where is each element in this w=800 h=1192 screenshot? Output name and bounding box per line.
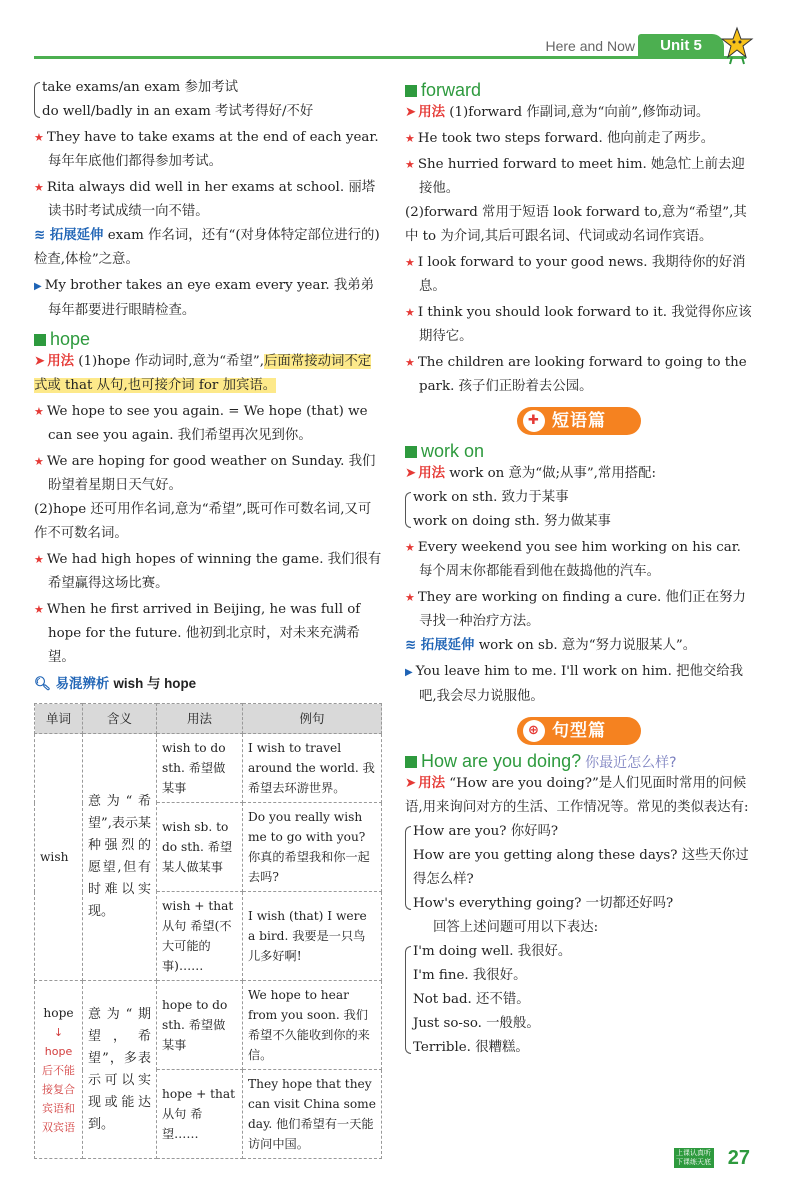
- magnifier-icon: 🔍︎: [34, 677, 56, 692]
- brace-line: How are you? 你好吗?: [413, 824, 559, 839]
- table-header-row: [35, 704, 382, 734]
- brace-line: How are you getting along these days? 这些天你过得怎么样?: [413, 848, 749, 887]
- star-bullet-icon: ★: [34, 131, 44, 144]
- usage-tag: ➤ 用法: [34, 354, 74, 369]
- star-bullet-icon: ★: [405, 306, 415, 319]
- table-row: [35, 981, 382, 1070]
- comparison-table: [34, 703, 382, 1159]
- usage-tag: ➤ 用法: [405, 776, 445, 791]
- example-cell: We hope to hear from you soon. 我们希望不久能收到你的来信。: [243, 981, 382, 1070]
- brace-line: I'm fine. 我很好。: [413, 968, 527, 983]
- star-bullet-icon: ★: [34, 181, 44, 194]
- brace-line: Terrible. 很糟糕。: [413, 1040, 529, 1055]
- example-cell: Do you really wish me to go with you? 你真的希望我和你一起去吗?: [243, 803, 382, 892]
- meaning-cell: 意为“期望，希望”，多表示可以实现或能达到。: [83, 981, 157, 1159]
- word-heading-hope: hope: [34, 329, 384, 350]
- page-slogan: 上课认真听 下课练天底: [674, 1148, 714, 1168]
- usage-note: ➤ 用法 work on 意为“做;从事”,常用搭配:: [405, 462, 753, 486]
- paper-plane-icon: ➤: [34, 354, 46, 369]
- star-bullet-icon: ★: [405, 541, 415, 554]
- example-cell: I wish to travel around the world. 我希望去环游世界。: [243, 734, 382, 803]
- wifi-icon: ≋: [34, 228, 50, 243]
- paper-plane-icon: ➤: [405, 105, 417, 120]
- paper-plane-icon: ➤: [405, 466, 417, 481]
- example-item: ★ They have to take exams at the end of each year. 每年年底他们都得参加考试。: [34, 130, 379, 169]
- word-cell: hope ↓ hope 后不能接复合宾语和双宾语: [35, 981, 83, 1159]
- globe-icon: ⊕: [523, 720, 545, 742]
- wifi-icon: ≋: [405, 638, 421, 653]
- brace-line: How's everything going? 一切都还好吗?: [413, 896, 674, 911]
- star-mascot-icon: [720, 26, 754, 66]
- example-cell: I wish (that) I were a bird. 我要是一只鸟儿多好啊!: [243, 892, 382, 981]
- brace-line: Not bad. 还不错。: [413, 992, 530, 1007]
- extension-note: ≋ 拓展延伸 exam 作名词，还有“(对身体特定部位进行的)检查,体检”之意。: [34, 228, 380, 267]
- usage-cell: hope + that 从句 希望……: [157, 1070, 243, 1159]
- word-heading-how-are-you-doing: How are you doing? 你最近怎么样?: [405, 751, 753, 772]
- usage-tag: ➤ 用法: [405, 466, 445, 481]
- column-header: 含义: [83, 704, 157, 734]
- usage-cell: wish sb. to do sth. 希望某人做某事: [157, 803, 243, 892]
- phrase-section-banner: ✚ 短语篇: [517, 407, 641, 435]
- word-heading-work-on: work on: [405, 441, 753, 462]
- paper-plane-icon: ➤: [405, 776, 417, 791]
- example-item: ★ I look forward to your good news. 我期待你的好消息。: [405, 255, 746, 294]
- triangle-bullet-icon: ▶: [405, 667, 413, 678]
- example-item: ★ We had high hopes of winning the game. 我们很有希望赢得这场比赛。: [34, 552, 382, 591]
- work-on-brace: [405, 486, 753, 534]
- square-marker-icon: [405, 85, 417, 97]
- star-bullet-icon: ★: [34, 553, 44, 566]
- example-item: ★ We are hoping for good weather on Sunday. 我们盼望着星期日天气好。: [34, 454, 376, 493]
- brace-line: Just so-so. 一般般。: [413, 1016, 540, 1031]
- sentence-section-banner: ⊕ 句型篇: [517, 717, 641, 745]
- extension-tag: ≋ 拓展延伸: [405, 638, 475, 653]
- confusion-heading: 🔍︎ 易混辨析 wish 与 hope: [34, 676, 197, 692]
- square-marker-icon: [405, 446, 417, 458]
- brace-line: work on doing sth. 努力做某事: [413, 514, 611, 529]
- word-cell: wish: [35, 734, 83, 981]
- star-bullet-icon: ★: [34, 405, 44, 418]
- handwritten-note: hope 后不能接复合宾语和双宾语: [42, 1044, 75, 1134]
- example-item: ★ He took two steps forward. 他向前走了两步。: [405, 131, 715, 146]
- triangle-bullet-icon: ▶: [34, 281, 42, 292]
- puzzle-icon: ✚: [523, 410, 545, 432]
- example-item: ▶ My brother takes an eye exam every year. 我弟弟每年都要进行眼睛检查。: [34, 278, 375, 318]
- handwritten-arrow-icon: ↓: [53, 1025, 64, 1039]
- usage-cell: wish to do sth. 希望做某事: [157, 734, 243, 803]
- brace-line: I'm doing well. 我很好。: [413, 944, 572, 959]
- example-item: ★ I think you should look forward to it. 我觉得你应该期待它。: [405, 305, 752, 344]
- section-title: Here and Now: [545, 38, 635, 54]
- table-row: [35, 734, 382, 803]
- star-bullet-icon: ★: [405, 132, 415, 145]
- column-header: 单词: [35, 704, 83, 734]
- star-bullet-icon: ★: [34, 455, 44, 468]
- example-item: ▶ You leave him to me. I'll work on him. 把他交给我吧,我会尽力说服他。: [405, 664, 744, 704]
- square-marker-icon: [34, 334, 46, 346]
- brace-line: do well/badly in an exam 考试考得好/不好: [42, 104, 314, 119]
- left-column: [34, 76, 384, 1159]
- star-bullet-icon: ★: [405, 256, 415, 269]
- usage-cell: wish + that 从句 希望(不大可能的事)……: [157, 892, 243, 981]
- usage-note: ➤ 用法 (1)hope 作动词时,意为“希望”,后面常接动词不定式或 that 从句,也可接介词 for 加宾语。: [34, 350, 384, 398]
- example-item: ★ She hurried forward to meet him. 她急忙上前去迎接他。: [405, 157, 745, 196]
- star-bullet-icon: ★: [405, 356, 415, 369]
- star-bullet-icon: ★: [405, 591, 415, 604]
- example-cell: They hope that they can visit China some day. 他们希望有一天能访问中国。: [243, 1070, 382, 1159]
- example-item: ★ Every weekend you see him working on his car. 每个周末你都能看到他在鼓捣他的汽车。: [405, 540, 741, 579]
- reply-intro: 回答上述问题可用以下表达:: [433, 920, 599, 935]
- example-item: ★ They are working on finding a cure. 他们正在努力寻找一种治疗方法。: [405, 590, 746, 629]
- column-header: 用法: [157, 704, 243, 734]
- confusion-tag: 🔍︎ 易混辨析: [34, 677, 110, 692]
- extension-tag: ≋ 拓展延伸: [34, 228, 104, 243]
- meaning-cell: 意为“希望”,表示某种强烈的愿望,但有时难以实现。: [83, 734, 157, 981]
- usage-note: ➤ 用法 “How are you doing?”是人们见面时常用的问候语,用来询问对方的生活、工作情况等。常见的类似表达有:: [405, 772, 753, 820]
- page-number: 27: [727, 1147, 750, 1169]
- example-item: ★ When he first arrived in Beijing, he was full of hope for the future. 他初到北京时，对未来充满希望。: [34, 602, 361, 665]
- exam-phrase-brace: [34, 76, 384, 124]
- column-header: 例句: [243, 704, 382, 734]
- example-item: ★ We hope to see you again. = We hope (that) we can see you again. 我们希望再次见到你。: [34, 404, 368, 443]
- usage-note: (2)hope 还可用作名词,意为“希望”,既可作可数名词,又可作不可数名词。: [34, 502, 372, 541]
- usage-note: ➤ 用法 (1)forward 作副词,意为“向前”,修饰动词。: [405, 101, 753, 125]
- replies-brace: [405, 940, 753, 1060]
- square-marker-icon: [405, 756, 417, 768]
- usage-cell: hope to do sth. 希望做某事: [157, 981, 243, 1070]
- extension-note: ≋ 拓展延伸 work on sb. 意为“努力说服某人”。: [405, 638, 697, 653]
- unit-badge: Unit 5: [638, 34, 724, 57]
- right-column: [405, 76, 753, 1060]
- brace-line: take exams/an exam 参加考试: [42, 80, 239, 95]
- star-bullet-icon: ★: [405, 158, 415, 171]
- brace-line: work on sth. 致力于某事: [413, 490, 569, 505]
- usage-tag: ➤ 用法: [405, 105, 445, 120]
- highlighted-text: 后面常接动词不定式或 that 从句,也可接介词 for 加宾语。: [34, 354, 372, 393]
- example-item: ★ Rita always did well in her exams at school. 丽塔读书时考试成绩一向不错。: [34, 180, 376, 219]
- example-item: ★ The children are looking forward to going to the park. 孩子们正盼着去公园。: [405, 355, 747, 394]
- star-bullet-icon: ★: [34, 603, 44, 616]
- usage-note: (2)forward 常用于短语 look forward to,意为“希望”,其中 to 为介词,其后可跟名词、代词或动名词作宾语。: [405, 205, 747, 244]
- similar-expressions-brace: [405, 820, 753, 916]
- word-heading-forward: forward: [405, 80, 753, 101]
